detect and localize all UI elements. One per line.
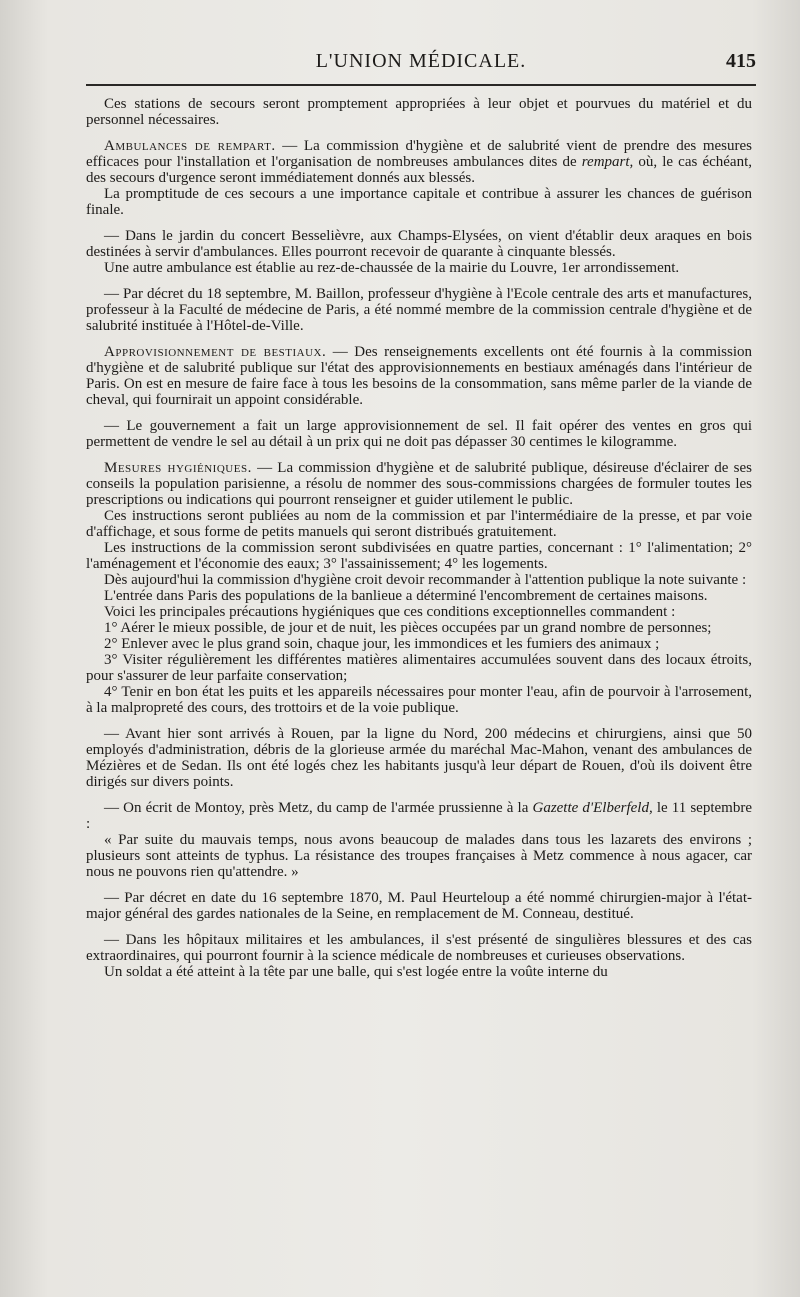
paragraph [86, 228, 752, 260]
paragraph [86, 186, 752, 218]
list-item [86, 620, 752, 636]
paragraph [86, 588, 752, 604]
paragraph-text: « Par suite du mauvais temps, nous avons beaucoup de malades dans tous les lazarets des environs ; plusieurs sont atteints de typhus. La résistance des troupes françaises à Metz commence à nous agacer, car nous ne pouvons rien qu'attendre. » [86, 832, 752, 880]
paragraph [86, 260, 752, 276]
paragraph-text: Ces stations de secours seront promptement appropriées à leur objet et pourvues du matériel et du personnel nécessaires. [86, 96, 752, 128]
paragraph [86, 508, 752, 540]
paragraph-text: La promptitude de ces secours a une importance capitale et contribue à assurer les chances de guérison finale. [86, 186, 752, 218]
paragraph-text: — Dans les hôpitaux militaires et les ambulances, il s'est présenté de singulières blessures et des cas extraordinaires, qui pourront fournir à la science médicale de nombreuses et curieuses observations. [86, 932, 752, 964]
paragraph [86, 286, 752, 334]
paragraph [86, 604, 752, 620]
paragraph [86, 460, 752, 508]
paragraph [86, 800, 752, 832]
list-item [86, 684, 752, 716]
paragraph-text: — Avant hier sont arrivés à Rouen, par la ligne du Nord, 200 médecins et chirurgiens, ainsi que 50 employés d'administration, débris de la glorieuse armée du maréchal Mac-Mahon, venant des ambulances de Mézières et de Sedan. Ils ont été logés chez les habitants jusqu'à leur départ de Rouen, d'où ils doivent être dirigés sur divers points. [86, 726, 752, 790]
paragraph [86, 540, 752, 572]
paragraph-text: — Dans le jardin du concert Besselièvre, aux Champs-Elysées, on vient d'établir deux araques en bois destinées à servir d'ambulances. Elles pourront recevoir de quarante à cinquante blessés. [86, 228, 752, 260]
section-heading: Ambulances de rempart. [104, 138, 276, 154]
paragraph [86, 932, 752, 964]
paragraph-text: — La commission d'hygiène et de salubrité vient de prendre des mesures efficaces pour l'installation et l'organisation de nombreuses ambulances dites de [86, 138, 752, 170]
paragraph-text: Ces instructions seront publiées au nom de la commission et par l'intermédiaire de la presse, et par voie d'affichage, et sous forme de petits manuels qui seront distribués gratuitement. [86, 508, 752, 540]
paragraph-text: — Le gouvernement a fait un large approvisionnement de sel. Il fait opérer des ventes en gros qui permettent de vendre le sel au détail à un prix qui ne doit pas dépasser 30 centimes le kilogramme. [86, 418, 752, 450]
paragraph-text: — La commission d'hygiène et de salubrité publique, désireuse d'éclairer de ses conseils la population parisienne, a résolu de nommer des sous-commissions chargées de formuler toutes les prescriptions ou indications qui pourront renseigner et guider utilement le public. [86, 460, 752, 508]
paragraph [86, 418, 752, 450]
paragraph [86, 964, 752, 980]
section-heading: Approvisionnement de bestiaux. [104, 344, 327, 360]
paragraph-text: où, le cas échéant, des secours d'urgence seront immédiatement donnés aux blessés. [86, 154, 752, 186]
paragraph [86, 890, 752, 922]
quote [86, 832, 752, 880]
article-body [86, 96, 752, 980]
paragraph-text: Dès aujourd'hui la commission d'hygiène croit devoir recommander à l'attention publique la note suivante : [104, 572, 747, 588]
paragraph-text: Voici les principales précautions hygiéniques que ces conditions exceptionnelles commandent : [104, 604, 676, 620]
paragraph-text: Les instructions de la commission seront subdivisées en quatre parties, concernant : 1° l'alimentation; 2° l'aménagement et l'économie des eaux; 3° l'assainissement; 4° les logements. [86, 540, 752, 572]
page-number: 415 [726, 50, 756, 72]
paragraph-text: 3° Visiter régulièrement les différentes matières alimentaires accumulées souvent dans des locaux étroits, pour s'assurer de leur parfaite conservation; [86, 652, 752, 684]
paragraph [86, 96, 752, 128]
paragraph-text: Une autre ambulance est établie au rez-de-chaussée de la mairie du Louvre, 1er arrondissement. [104, 260, 680, 276]
page-header [86, 50, 756, 78]
paragraph [86, 572, 752, 588]
paragraph-text: 4° Tenir en bon état les puits et les appareils nécessaires pour monter l'eau, afin de pourvoir à l'arrosement, à la malpropreté des cours, des trottoirs et de la voie publique. [86, 684, 752, 716]
list-item [86, 652, 752, 684]
paragraph-text: — Par décret en date du 16 septembre 1870, M. Paul Heurteloup a été nommé chirurgien-major à l'état-major général des gardes nationales de la Seine, en remplacement de M. Conneau, destitué. [86, 890, 752, 922]
paragraph-text: 2° Enlever avec le plus grand soin, chaque jour, les immondices et les fumiers des animaux ; [104, 636, 660, 652]
italic-term: rempart, [581, 154, 634, 170]
paragraph-text: L'entrée dans Paris des populations de la banlieue a déterminé l'encombrement de certaines maisons. [104, 588, 708, 604]
paragraph-text: 1° Aérer le mieux possible, de jour et de nuit, les pièces occupées par un grand nombre de personnes; [104, 620, 712, 636]
paragraph [86, 344, 752, 408]
paragraph-text: — On écrit de Montoy, près Metz, du camp de l'armée prussienne à la [104, 800, 533, 816]
header-rule [86, 84, 756, 86]
italic-term: Gazette d'Elberfeld, [532, 800, 653, 816]
paragraph-text: — Par décret du 18 septembre, M. Baillon, professeur d'hygiène à l'Ecole centrale des arts et manufactures, professeur à la Faculté de médecine de Paris, a été nommé membre de la commission centrale d'hygiène et de salubrité instituée à l'Hôtel-de-Ville. [86, 286, 752, 334]
paragraph [86, 726, 752, 790]
running-title: L'UNION MÉDICALE. [315, 50, 527, 72]
paragraph-text: le 11 septembre : [86, 800, 752, 832]
paragraph-text: Un soldat a été atteint à la tête par une balle, qui s'est logée entre la voûte interne du [104, 964, 608, 980]
paragraph-text: — Des renseignements excellents ont été fournis à la commission d'hygiène et de salubrité publique sur l'état des approvisionnements en bestiaux aménagés dans l'intérieur de Paris. On est en mesure de faire face à tous les besoins de la consommation, sans même parler de la viande de cheval, qui fournirait un appoint considérable. [86, 344, 752, 408]
section-heading: Mesures hygiéniques. [104, 460, 252, 476]
list-item [86, 636, 752, 652]
paragraph [86, 138, 752, 186]
